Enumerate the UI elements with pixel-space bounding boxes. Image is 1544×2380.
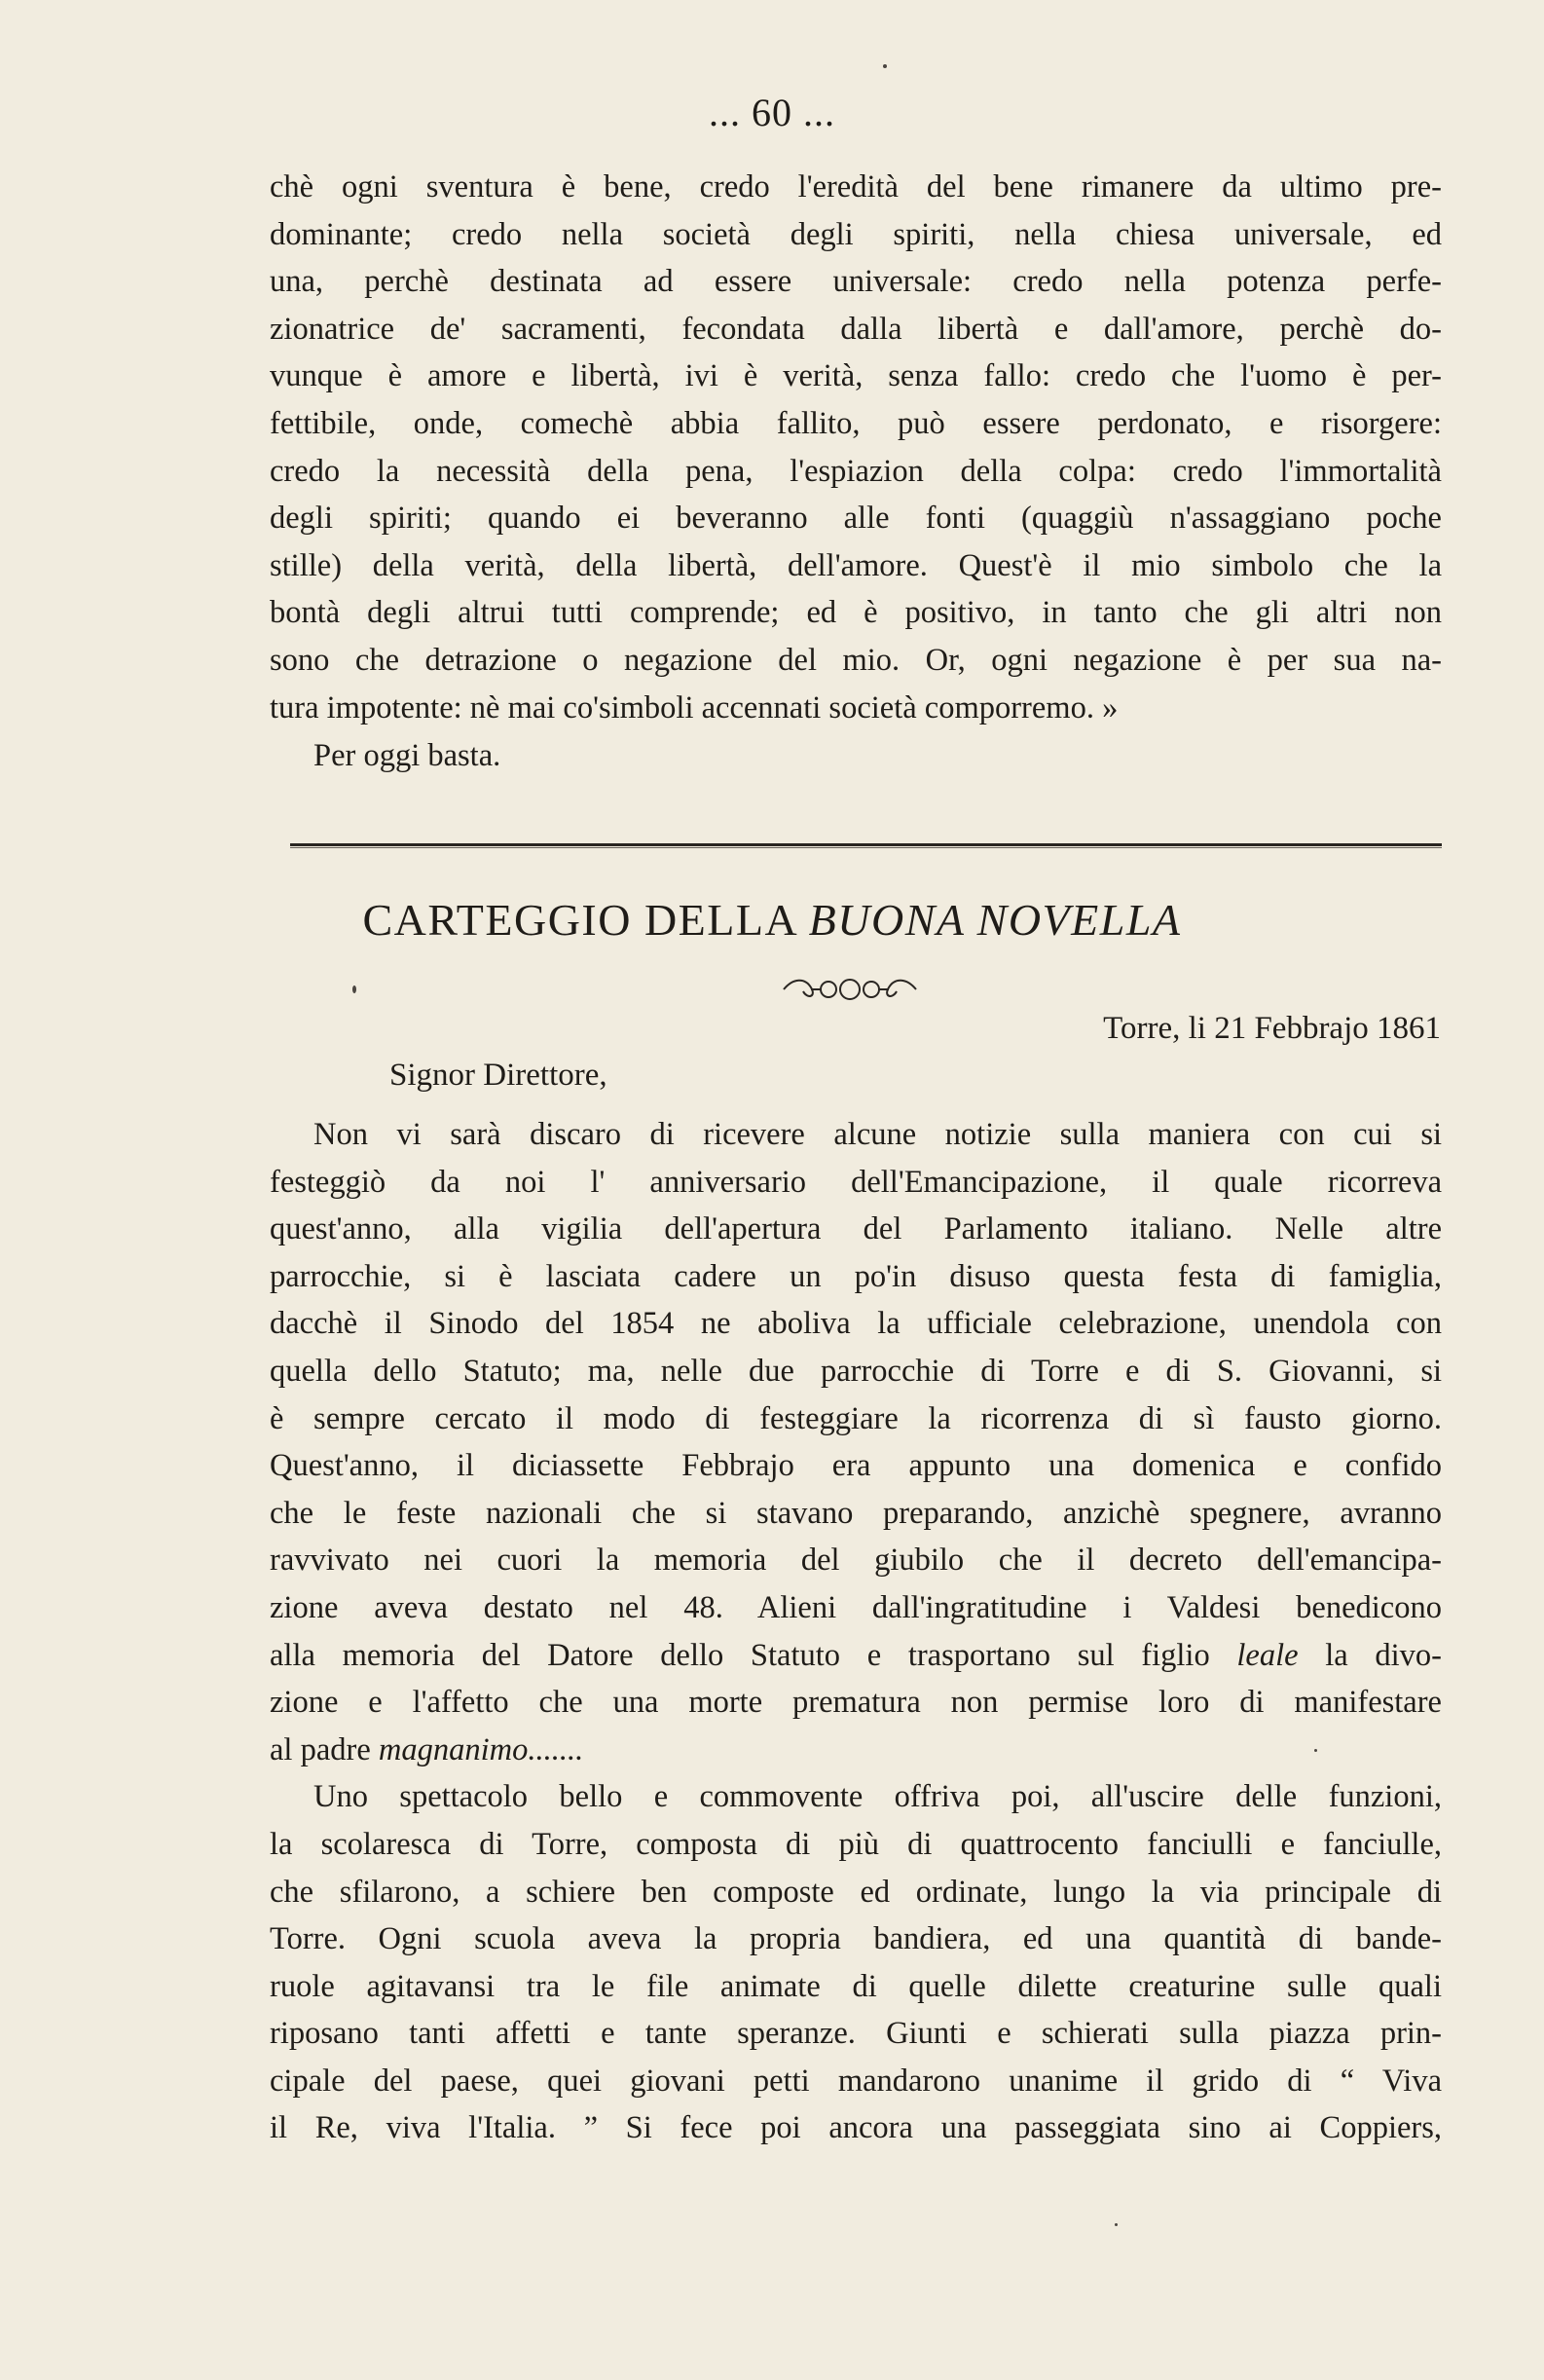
- text-line: vunque è amore e libertà, ivi è verità, senza fallo: credo che l'uomo è per-: [270, 358, 1442, 394]
- text-line: festeggiò da noi l' anniversario dell'Emancipazione, il quale ricorreva: [270, 1164, 1442, 1200]
- text-line: chè ogni sventura è bene, credo l'eredità del bene rimanere da ultimo pre-: [270, 169, 1442, 205]
- ornament-flourish-icon: [772, 970, 928, 1009]
- essay-continuation: [270, 164, 1442, 731]
- text-line: Uno spettacolo bello e commovente offriva poi, all'uscire delle funzioni,: [313, 1779, 1442, 1815]
- text-line: dominante; credo nella società degli spiriti, nella chiesa universale, ed: [270, 216, 1442, 252]
- text-line: degli spiriti; quando ei beveranno alle fonti (quaggiù n'assaggiano poche: [270, 501, 1442, 537]
- letter-salutation: Signor Direttore,: [389, 1058, 607, 1093]
- text-line: Non vi sarà discaro di ricevere alcune notizie sulla maniera con cui si: [313, 1117, 1442, 1152]
- text-line: che le feste nazionali che si stavano preparando, anzichè spegnere, avranno: [270, 1495, 1442, 1531]
- text-line: quella dello Statuto; ma, nelle due parrocchie di Torre e di S. Giovanni, si: [270, 1353, 1442, 1389]
- paper-speck: [352, 985, 356, 993]
- closing-line: Per oggi basta.: [313, 738, 501, 773]
- text-line: è sempre cercato il modo di festeggiare la ricorrenza di sì fausto giorno.: [270, 1400, 1442, 1436]
- text-line: quest'anno, alla vigilia dell'apertura del Parlamento italiano. Nelle altre: [270, 1211, 1442, 1247]
- italic-word: leale: [1236, 1637, 1299, 1673]
- text-segment: al padre: [270, 1731, 379, 1767]
- page-number: ... 60 ...: [709, 91, 835, 134]
- text-line: ravvivato nei cuori la memoria del giubilo che il decreto dell'emancipa-: [270, 1543, 1442, 1579]
- italic-word: magnanimo.......: [378, 1731, 584, 1767]
- section-divider: [290, 843, 1442, 846]
- text-line: Torre. Ogni scuola aveva la propria bandiera, ed una quantità di bande-: [270, 1921, 1442, 1957]
- text-line: tura impotente: nè mai co'simboli accennati società comporremo. »: [270, 689, 1119, 725]
- text-line: bontà degli altrui tutti comprende; ed è positivo, in tanto che gli altri non: [270, 595, 1442, 631]
- text-line: cipale del paese, quei giovani petti mandarono unanime il grido di “ Viva: [270, 2063, 1442, 2099]
- text-line: una, perchè destinata ad essere universale: credo nella potenza perfe-: [270, 264, 1442, 300]
- text-line: [270, 1632, 1442, 1680]
- text-line: ruole agitavansi tra le file animate di quelle dilette creaturine sulle quali: [270, 1968, 1442, 2004]
- letter-body: [270, 1111, 1442, 2152]
- paper-speck: [1115, 2223, 1118, 2226]
- section-title-prefix: CARTEGGIO DELLA: [362, 895, 809, 945]
- letter-dateline: Torre, li 21 Febbrajo 1861: [1103, 1011, 1441, 1046]
- text-line: credo la necessità della pena, l'espiazion della colpa: credo l'immortalità: [270, 453, 1442, 489]
- text-line: che sfilarono, a schiere ben composte ed ordinate, lungo la via principale di: [270, 1874, 1442, 1910]
- text-line: zionatrice de' sacramenti, fecondata dalla libertà e dall'amore, perchè do-: [270, 311, 1442, 347]
- section-title: [0, 894, 1544, 946]
- paper-speck: [883, 64, 887, 68]
- text-segment: alla memoria del Datore dello Statuto e trasportano sul figlio: [270, 1637, 1237, 1673]
- text-line: [270, 1727, 1442, 1774]
- paper-speck: [1314, 1749, 1317, 1752]
- text-line: Quest'anno, il diciassette Febbrajo era appunto una domenica e confido: [270, 1448, 1442, 1484]
- text-line: zione e l'affetto che una morte prematura non permise loro di manifestare: [270, 1685, 1442, 1721]
- text-line: stille) della verità, della libertà, dell'amore. Quest'è il mio simbolo che la: [270, 547, 1442, 583]
- text-line: fettibile, onde, comechè abbia fallito, può essere perdonato, e risorgere:: [270, 405, 1442, 441]
- text-segment: la divo-: [1298, 1637, 1442, 1673]
- text-line: sono che detrazione o negazione del mio. Or, ogni negazione è per sua na-: [270, 642, 1442, 678]
- text-line: parrocchie, si è lasciata cadere un po'in disuso questa festa di famiglia,: [270, 1258, 1442, 1294]
- text-line: riposano tanti affetti e tante speranze. Giunti e schierati sulla piazza prin-: [270, 2016, 1442, 2052]
- text-line: dacchè il Sinodo del 1854 ne aboliva la ufficiale celebrazione, unendola con: [270, 1306, 1442, 1342]
- section-title-italic: BUONA NOVELLA: [808, 895, 1182, 945]
- text-line: la scolaresca di Torre, composta di più di quattrocento fanciulli e fanciulle,: [270, 1826, 1442, 1862]
- text-line: zione aveva destato nel 48. Alieni dall'ingratitudine i Valdesi benedicono: [270, 1589, 1442, 1625]
- text-line: il Re, viva l'Italia. ” Si fece poi ancora una passeggiata sino ai Coppiers,: [270, 2110, 1442, 2146]
